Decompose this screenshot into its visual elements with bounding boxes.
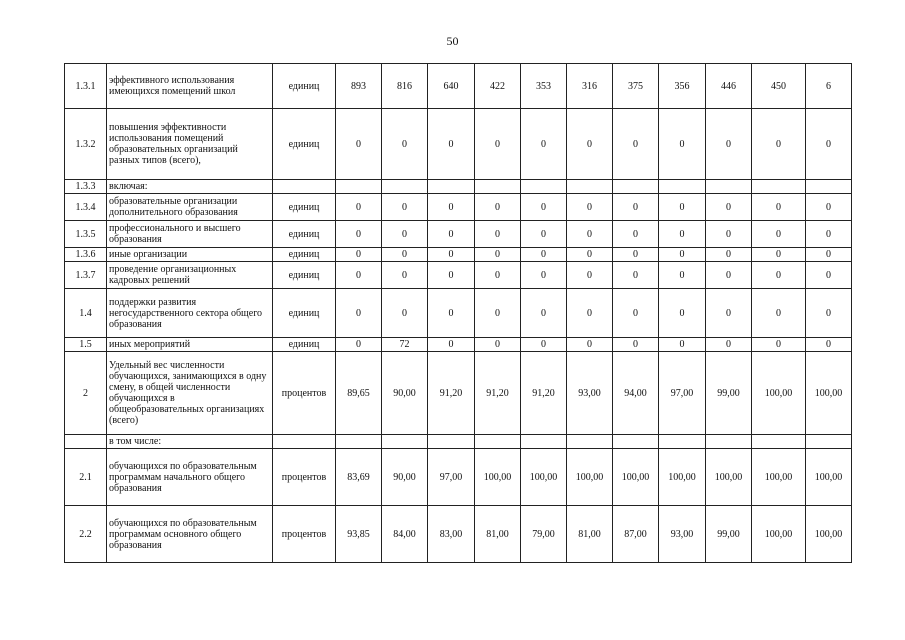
- row-description: повышения эффективности использования помещений образовательных организаций разных типов (всего),: [107, 109, 273, 180]
- row-value: 91,20: [475, 352, 521, 435]
- row-value: 450: [752, 64, 806, 109]
- row-value: [475, 435, 521, 449]
- row-value: 90,00: [382, 449, 428, 506]
- table-row: [65, 180, 852, 194]
- row-unit: единиц: [273, 248, 336, 262]
- row-description: проведение организационных кадровых решений: [107, 262, 273, 289]
- row-value: 0: [428, 262, 475, 289]
- row-value: 100,00: [706, 449, 752, 506]
- row-value: [659, 435, 706, 449]
- row-value: 0: [806, 338, 852, 352]
- row-value: 81,00: [567, 506, 613, 563]
- row-number: 1.3.6: [65, 248, 107, 262]
- row-value: 0: [382, 109, 428, 180]
- row-value: 0: [752, 221, 806, 248]
- row-value: 0: [613, 109, 659, 180]
- row-value: 422: [475, 64, 521, 109]
- table-row: [65, 221, 852, 248]
- row-value: 0: [428, 289, 475, 338]
- row-value: 100,00: [806, 449, 852, 506]
- row-value: 0: [752, 262, 806, 289]
- row-value: 0: [428, 248, 475, 262]
- row-value: 0: [336, 262, 382, 289]
- row-value: 0: [336, 109, 382, 180]
- row-value: 100,00: [521, 449, 567, 506]
- row-value: [659, 180, 706, 194]
- row-value: 0: [567, 109, 613, 180]
- row-value: [706, 435, 752, 449]
- row-value: 0: [752, 248, 806, 262]
- row-value: [806, 435, 852, 449]
- row-description: эффективного использования имеющихся помещений школ: [107, 64, 273, 109]
- row-value: 84,00: [382, 506, 428, 563]
- row-value: [613, 435, 659, 449]
- table-row: [65, 64, 852, 109]
- row-value: 100,00: [613, 449, 659, 506]
- row-number: 1.3.2: [65, 109, 107, 180]
- row-value: [806, 180, 852, 194]
- row-unit: единиц: [273, 109, 336, 180]
- row-value: 0: [336, 338, 382, 352]
- row-value: 0: [706, 248, 752, 262]
- row-value: 93,85: [336, 506, 382, 563]
- row-value: 91,20: [521, 352, 567, 435]
- row-unit: процентов: [273, 449, 336, 506]
- row-value: 97,00: [428, 449, 475, 506]
- row-value: 0: [521, 262, 567, 289]
- row-value: 640: [428, 64, 475, 109]
- row-value: 94,00: [613, 352, 659, 435]
- row-value: [382, 435, 428, 449]
- row-value: 0: [336, 289, 382, 338]
- row-description: обучающихся по образовательным программам основного общего образования: [107, 506, 273, 563]
- row-unit: единиц: [273, 338, 336, 352]
- row-value: 0: [475, 194, 521, 221]
- row-description: поддержки развития негосударственного сектора общего образования: [107, 289, 273, 338]
- row-value: 0: [613, 262, 659, 289]
- row-description: обучающихся по образовательным программам начального общего образования: [107, 449, 273, 506]
- page-number: 50: [446, 34, 459, 48]
- row-unit: единиц: [273, 64, 336, 109]
- row-value: 100,00: [806, 352, 852, 435]
- row-value: 0: [613, 338, 659, 352]
- row-value: 0: [752, 289, 806, 338]
- row-value: 0: [752, 338, 806, 352]
- row-value: [475, 180, 521, 194]
- row-number: 1.5: [65, 338, 107, 352]
- row-value: 816: [382, 64, 428, 109]
- row-value: 0: [475, 109, 521, 180]
- row-value: 0: [567, 221, 613, 248]
- row-unit: единиц: [273, 221, 336, 248]
- row-value: 0: [475, 248, 521, 262]
- row-value: 91,20: [428, 352, 475, 435]
- row-value: [567, 435, 613, 449]
- row-number: [65, 435, 107, 449]
- row-value: 0: [613, 221, 659, 248]
- table-row: [65, 449, 852, 506]
- row-value: [336, 435, 382, 449]
- row-value: 0: [521, 221, 567, 248]
- row-value: 0: [706, 289, 752, 338]
- row-value: 0: [428, 221, 475, 248]
- row-description: образовательные организации дополнительного образования: [107, 194, 273, 221]
- row-description: включая:: [107, 180, 273, 194]
- row-number: 1.3.1: [65, 64, 107, 109]
- row-value: [336, 180, 382, 194]
- row-value: 0: [521, 109, 567, 180]
- row-unit: единиц: [273, 262, 336, 289]
- row-value: 0: [806, 194, 852, 221]
- row-number: 1.4: [65, 289, 107, 338]
- row-number: 2.2: [65, 506, 107, 563]
- row-value: 0: [806, 109, 852, 180]
- row-value: [706, 180, 752, 194]
- row-value: 83,00: [428, 506, 475, 563]
- row-value: 0: [659, 109, 706, 180]
- row-value: 0: [382, 248, 428, 262]
- row-value: 0: [521, 289, 567, 338]
- row-value: 0: [706, 194, 752, 221]
- row-value: 0: [567, 338, 613, 352]
- row-value: 72: [382, 338, 428, 352]
- row-value: [521, 435, 567, 449]
- row-value: 100,00: [659, 449, 706, 506]
- row-value: 89,65: [336, 352, 382, 435]
- row-value: 0: [659, 262, 706, 289]
- row-value: 0: [567, 194, 613, 221]
- row-value: 0: [382, 262, 428, 289]
- row-value: 0: [336, 221, 382, 248]
- table-row: [65, 352, 852, 435]
- row-unit: [273, 180, 336, 194]
- row-value: 375: [613, 64, 659, 109]
- row-value: 0: [752, 109, 806, 180]
- row-value: 0: [475, 289, 521, 338]
- row-unit: процентов: [273, 352, 336, 435]
- row-number: 1.3.4: [65, 194, 107, 221]
- row-value: 100,00: [752, 506, 806, 563]
- row-value: 0: [521, 194, 567, 221]
- row-unit: единиц: [273, 289, 336, 338]
- table-row: [65, 262, 852, 289]
- row-value: 100,00: [567, 449, 613, 506]
- row-value: 0: [336, 248, 382, 262]
- row-number: 1.3.7: [65, 262, 107, 289]
- row-description: в том числе:: [107, 435, 273, 449]
- table-row: [65, 109, 852, 180]
- row-value: 93,00: [659, 506, 706, 563]
- row-value: 0: [567, 248, 613, 262]
- row-value: 99,00: [706, 506, 752, 563]
- row-value: 0: [475, 221, 521, 248]
- row-value: [613, 180, 659, 194]
- row-value: 0: [567, 262, 613, 289]
- row-value: 0: [659, 289, 706, 338]
- row-value: 0: [806, 248, 852, 262]
- row-value: [428, 180, 475, 194]
- row-value: 6: [806, 64, 852, 109]
- table-row: [65, 248, 852, 262]
- row-value: [752, 180, 806, 194]
- row-value: 0: [382, 289, 428, 338]
- row-value: 316: [567, 64, 613, 109]
- row-value: 100,00: [806, 506, 852, 563]
- row-value: 100,00: [752, 449, 806, 506]
- row-value: 99,00: [706, 352, 752, 435]
- row-description: иные организации: [107, 248, 273, 262]
- row-value: 0: [382, 221, 428, 248]
- indicator-table: [64, 63, 852, 563]
- row-value: 0: [475, 262, 521, 289]
- row-value: 0: [659, 221, 706, 248]
- row-value: 0: [806, 262, 852, 289]
- table-row: [65, 506, 852, 563]
- row-value: 0: [659, 248, 706, 262]
- row-value: 0: [521, 338, 567, 352]
- row-value: 0: [521, 248, 567, 262]
- row-value: 0: [706, 221, 752, 248]
- row-value: 0: [613, 248, 659, 262]
- row-value: 93,00: [567, 352, 613, 435]
- table-row: [65, 435, 852, 449]
- row-value: 353: [521, 64, 567, 109]
- row-value: 0: [706, 262, 752, 289]
- row-number: 1.3.5: [65, 221, 107, 248]
- row-value: 0: [428, 338, 475, 352]
- row-value: 0: [428, 194, 475, 221]
- row-number: 2: [65, 352, 107, 435]
- row-value: 97,00: [659, 352, 706, 435]
- row-value: 87,00: [613, 506, 659, 563]
- table-row: [65, 338, 852, 352]
- row-description: иных мероприятий: [107, 338, 273, 352]
- row-value: 90,00: [382, 352, 428, 435]
- row-value: 356: [659, 64, 706, 109]
- row-unit: процентов: [273, 506, 336, 563]
- row-value: 0: [706, 109, 752, 180]
- row-value: 79,00: [521, 506, 567, 563]
- row-value: 0: [613, 289, 659, 338]
- row-value: 0: [428, 109, 475, 180]
- row-value: 0: [806, 289, 852, 338]
- row-unit: единиц: [273, 194, 336, 221]
- row-value: 0: [752, 194, 806, 221]
- table-row: [65, 194, 852, 221]
- row-value: [521, 180, 567, 194]
- row-value: [428, 435, 475, 449]
- row-number: 2.1: [65, 449, 107, 506]
- row-value: 100,00: [475, 449, 521, 506]
- row-value: 0: [659, 338, 706, 352]
- row-value: 446: [706, 64, 752, 109]
- row-description: Удельный вес численности обучающихся, занимающихся в одну смену, в общей численности обучающихся в общеобразовательных организациях (всего): [107, 352, 273, 435]
- row-value: 893: [336, 64, 382, 109]
- row-value: 0: [659, 194, 706, 221]
- row-value: [382, 180, 428, 194]
- row-value: 0: [806, 221, 852, 248]
- row-value: 0: [475, 338, 521, 352]
- row-value: 0: [336, 194, 382, 221]
- row-value: [567, 180, 613, 194]
- row-value: 0: [567, 289, 613, 338]
- row-value: 83,69: [336, 449, 382, 506]
- row-value: 81,00: [475, 506, 521, 563]
- row-number: 1.3.3: [65, 180, 107, 194]
- row-value: 0: [613, 194, 659, 221]
- row-value: 0: [706, 338, 752, 352]
- row-value: 100,00: [752, 352, 806, 435]
- row-description: профессионального и высшего образования: [107, 221, 273, 248]
- row-value: [752, 435, 806, 449]
- row-unit: [273, 435, 336, 449]
- table-row: [65, 289, 852, 338]
- row-value: 0: [382, 194, 428, 221]
